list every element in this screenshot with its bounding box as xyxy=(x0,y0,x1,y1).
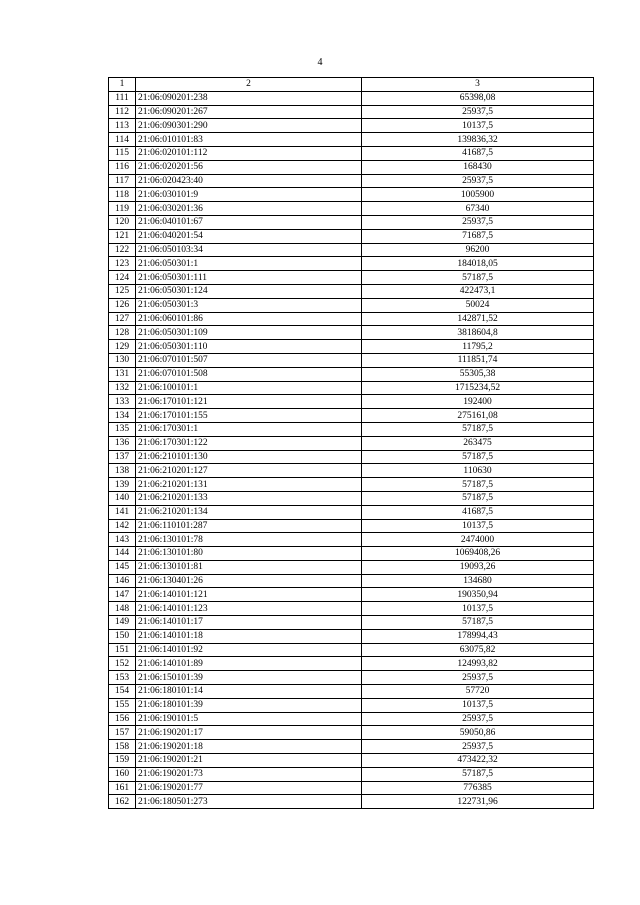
table-body xyxy=(109,78,594,809)
cadastral-value-cell: 41687,5 xyxy=(362,505,594,519)
row-number-cell: 121 xyxy=(109,229,136,243)
table-row xyxy=(109,519,594,533)
table-row xyxy=(109,560,594,574)
row-number-cell: 113 xyxy=(109,119,136,133)
cadastral-value-cell: 57187,5 xyxy=(362,767,594,781)
row-number-cell: 123 xyxy=(109,257,136,271)
row-number-cell: 128 xyxy=(109,326,136,340)
table-row xyxy=(109,767,594,781)
row-number-cell: 135 xyxy=(109,422,136,436)
cadastral-value-cell: 63075,82 xyxy=(362,643,594,657)
cadastral-value-cell: 67340 xyxy=(362,202,594,216)
row-number-cell: 132 xyxy=(109,381,136,395)
row-number-cell: 117 xyxy=(109,174,136,188)
cadastral-value-cell: 178994,43 xyxy=(362,629,594,643)
table-row xyxy=(109,547,594,561)
table-row xyxy=(109,312,594,326)
table-row xyxy=(109,105,594,119)
row-number-cell: 150 xyxy=(109,629,136,643)
row-number-cell: 143 xyxy=(109,533,136,547)
table-row xyxy=(109,119,594,133)
cadastral-value-cell: 57720 xyxy=(362,685,594,699)
table-row xyxy=(109,574,594,588)
cadastral-number-cell: 21:06:190201:77 xyxy=(136,781,362,795)
cadastral-value-cell: 263475 xyxy=(362,436,594,450)
row-number-cell: 137 xyxy=(109,450,136,464)
table-row xyxy=(109,464,594,478)
cadastral-value-cell: 124993,82 xyxy=(362,657,594,671)
cadastral-value-cell: 10137,5 xyxy=(362,602,594,616)
row-number-cell: 141 xyxy=(109,505,136,519)
table-row xyxy=(109,795,594,809)
table-row xyxy=(109,381,594,395)
cadastral-number-cell: 21:06:130101:81 xyxy=(136,560,362,574)
cadastral-value-cell: 25937,5 xyxy=(362,105,594,119)
table-row xyxy=(109,215,594,229)
table-row xyxy=(109,271,594,285)
table-row xyxy=(109,533,594,547)
table-row xyxy=(109,146,594,160)
row-number-cell: 131 xyxy=(109,367,136,381)
row-number-cell: 155 xyxy=(109,698,136,712)
cadastral-value-cell: 139836,32 xyxy=(362,133,594,147)
row-number-cell: 156 xyxy=(109,712,136,726)
table-row xyxy=(109,671,594,685)
cadastral-value-cell: 184018,05 xyxy=(362,257,594,271)
row-number-cell: 115 xyxy=(109,146,136,160)
table-row xyxy=(109,657,594,671)
row-number-cell: 151 xyxy=(109,643,136,657)
cadastral-value-cell: 25937,5 xyxy=(362,712,594,726)
cadastral-value-cell: 57187,5 xyxy=(362,491,594,505)
cadastral-number-cell: 21:06:210201:131 xyxy=(136,478,362,492)
table-row xyxy=(109,588,594,602)
header-col-3: 3 xyxy=(362,78,594,92)
cadastral-number-cell: 21:06:170101:121 xyxy=(136,395,362,409)
cadastral-number-cell: 21:06:190201:18 xyxy=(136,740,362,754)
table-row xyxy=(109,754,594,768)
header-col-2: 2 xyxy=(136,78,362,92)
cadastral-value-cell: 3818604,8 xyxy=(362,326,594,340)
row-number-cell: 116 xyxy=(109,160,136,174)
table-row xyxy=(109,698,594,712)
cadastral-number-cell: 21:06:100101:1 xyxy=(136,381,362,395)
cadastral-value-cell: 2474000 xyxy=(362,533,594,547)
cadastral-value-cell: 25937,5 xyxy=(362,740,594,754)
table-row xyxy=(109,133,594,147)
row-number-cell: 139 xyxy=(109,478,136,492)
table-row xyxy=(109,395,594,409)
cadastral-number-cell: 21:06:040101:67 xyxy=(136,215,362,229)
cadastral-number-cell: 21:06:010101:83 xyxy=(136,133,362,147)
table-row xyxy=(109,284,594,298)
cadastral-number-cell: 21:06:050301:111 xyxy=(136,271,362,285)
row-number-cell: 127 xyxy=(109,312,136,326)
row-number-cell: 112 xyxy=(109,105,136,119)
cadastral-value-cell: 168430 xyxy=(362,160,594,174)
cadastral-value-cell: 122731,96 xyxy=(362,795,594,809)
row-number-cell: 125 xyxy=(109,284,136,298)
cadastral-value-cell: 96200 xyxy=(362,243,594,257)
table-row xyxy=(109,450,594,464)
row-number-cell: 122 xyxy=(109,243,136,257)
cadastral-value-cell: 110630 xyxy=(362,464,594,478)
cadastral-number-cell: 21:06:210201:127 xyxy=(136,464,362,478)
cadastral-value-cell: 10137,5 xyxy=(362,119,594,133)
table-row xyxy=(109,726,594,740)
header-col-1: 1 xyxy=(109,78,136,92)
cadastral-value-cell: 19093,26 xyxy=(362,560,594,574)
cadastral-number-cell: 21:06:140101:123 xyxy=(136,602,362,616)
row-number-cell: 148 xyxy=(109,602,136,616)
table-row xyxy=(109,422,594,436)
row-number-cell: 118 xyxy=(109,188,136,202)
row-number-cell: 126 xyxy=(109,298,136,312)
row-number-cell: 144 xyxy=(109,547,136,561)
table-row xyxy=(109,629,594,643)
cadastral-value-cell: 111851,74 xyxy=(362,353,594,367)
cadastral-number-cell: 21:06:210201:134 xyxy=(136,505,362,519)
cadastral-number-cell: 21:06:170301:122 xyxy=(136,436,362,450)
cadastral-number-cell: 21:06:050301:124 xyxy=(136,284,362,298)
row-number-cell: 120 xyxy=(109,215,136,229)
cadastral-number-cell: 21:06:090201:238 xyxy=(136,91,362,105)
cadastral-value-cell: 57187,5 xyxy=(362,616,594,630)
row-number-cell: 153 xyxy=(109,671,136,685)
table-row xyxy=(109,478,594,492)
cadastral-value-cell: 65398,08 xyxy=(362,91,594,105)
row-number-cell: 154 xyxy=(109,685,136,699)
row-number-cell: 142 xyxy=(109,519,136,533)
table-row xyxy=(109,353,594,367)
cadastral-value-cell: 190350,94 xyxy=(362,588,594,602)
cadastral-number-cell: 21:06:140101:17 xyxy=(136,616,362,630)
cadastral-value-cell: 55305,38 xyxy=(362,367,594,381)
cadastral-number-cell: 21:06:190101:5 xyxy=(136,712,362,726)
table-row xyxy=(109,505,594,519)
table-row xyxy=(109,326,594,340)
table-header-row xyxy=(109,78,594,92)
cadastral-value-cell: 134680 xyxy=(362,574,594,588)
table-row xyxy=(109,602,594,616)
cadastral-number-cell: 21:06:020201:56 xyxy=(136,160,362,174)
cadastral-number-cell: 21:06:110101:287 xyxy=(136,519,362,533)
table-row xyxy=(109,188,594,202)
row-number-cell: 133 xyxy=(109,395,136,409)
table-row xyxy=(109,340,594,354)
table-row xyxy=(109,367,594,381)
row-number-cell: 129 xyxy=(109,340,136,354)
row-number-cell: 160 xyxy=(109,767,136,781)
cadastral-number-cell: 21:06:030101:9 xyxy=(136,188,362,202)
cadastral-number-cell: 21:06:020101:112 xyxy=(136,146,362,160)
cadastral-value-cell: 1005900 xyxy=(362,188,594,202)
cadastral-number-cell: 21:06:210201:133 xyxy=(136,491,362,505)
cadastral-number-cell: 21:06:090301:290 xyxy=(136,119,362,133)
cadastral-value-cell: 10137,5 xyxy=(362,698,594,712)
cadastral-number-cell: 21:06:090201:267 xyxy=(136,105,362,119)
cadastral-value-cell: 1069408,26 xyxy=(362,547,594,561)
cadastral-number-cell: 21:06:040201:54 xyxy=(136,229,362,243)
row-number-cell: 146 xyxy=(109,574,136,588)
cadastral-number-cell: 21:06:130401:26 xyxy=(136,574,362,588)
row-number-cell: 161 xyxy=(109,781,136,795)
cadastral-value-cell: 25937,5 xyxy=(362,671,594,685)
cadastral-value-cell: 142871,52 xyxy=(362,312,594,326)
row-number-cell: 149 xyxy=(109,616,136,630)
row-number-cell: 157 xyxy=(109,726,136,740)
row-number-cell: 138 xyxy=(109,464,136,478)
cadastral-value-cell: 57187,5 xyxy=(362,422,594,436)
cadastral-value-cell: 422473,1 xyxy=(362,284,594,298)
cadastral-number-cell: 21:06:180501:273 xyxy=(136,795,362,809)
row-number-cell: 162 xyxy=(109,795,136,809)
cadastral-value-cell: 1715234,52 xyxy=(362,381,594,395)
cadastral-number-cell: 21:06:180101:39 xyxy=(136,698,362,712)
cadastral-number-cell: 21:06:140101:92 xyxy=(136,643,362,657)
table-row xyxy=(109,229,594,243)
row-number-cell: 124 xyxy=(109,271,136,285)
cadastral-number-cell: 21:06:210101:130 xyxy=(136,450,362,464)
table-row xyxy=(109,740,594,754)
cadastral-number-cell: 21:06:130101:78 xyxy=(136,533,362,547)
cadastral-value-cell: 192400 xyxy=(362,395,594,409)
table-row xyxy=(109,202,594,216)
cadastral-number-cell: 21:06:170101:155 xyxy=(136,409,362,423)
cadastral-number-cell: 21:06:050301:3 xyxy=(136,298,362,312)
row-number-cell: 159 xyxy=(109,754,136,768)
cadastral-number-cell: 21:06:190201:73 xyxy=(136,767,362,781)
cadastral-number-cell: 21:06:050301:110 xyxy=(136,340,362,354)
cadastral-value-cell: 11795,2 xyxy=(362,340,594,354)
cadastral-value-cell: 71687,5 xyxy=(362,229,594,243)
table-row xyxy=(109,298,594,312)
cadastral-number-cell: 21:06:030201:36 xyxy=(136,202,362,216)
cadastral-value-cell: 59050,86 xyxy=(362,726,594,740)
table-row xyxy=(109,160,594,174)
table-row xyxy=(109,91,594,105)
table-row xyxy=(109,409,594,423)
cadastral-value-cell: 473422,32 xyxy=(362,754,594,768)
row-number-cell: 111 xyxy=(109,91,136,105)
cadastral-value-cell: 10137,5 xyxy=(362,519,594,533)
cadastral-number-cell: 21:06:190201:21 xyxy=(136,754,362,768)
table-row xyxy=(109,712,594,726)
table-row xyxy=(109,257,594,271)
page-number: 4 xyxy=(317,57,323,68)
table-row xyxy=(109,243,594,257)
cadastral-number-cell: 21:06:050301:109 xyxy=(136,326,362,340)
cadastral-number-cell: 21:06:070101:508 xyxy=(136,367,362,381)
cadastral-number-cell: 21:06:150101:39 xyxy=(136,671,362,685)
row-number-cell: 134 xyxy=(109,409,136,423)
cadastral-number-cell: 21:06:130101:80 xyxy=(136,547,362,561)
table-row xyxy=(109,643,594,657)
cadastral-number-cell: 21:06:020423:40 xyxy=(136,174,362,188)
cadastral-number-cell: 21:06:050103:34 xyxy=(136,243,362,257)
cadastral-number-cell: 21:06:140101:89 xyxy=(136,657,362,671)
cadastral-number-cell: 21:06:050301:1 xyxy=(136,257,362,271)
cadastral-number-cell: 21:06:140101:18 xyxy=(136,629,362,643)
row-number-cell: 152 xyxy=(109,657,136,671)
cadastral-value-cell: 25937,5 xyxy=(362,174,594,188)
cadastral-number-cell: 21:06:190201:17 xyxy=(136,726,362,740)
row-number-cell: 158 xyxy=(109,740,136,754)
row-number-cell: 136 xyxy=(109,436,136,450)
row-number-cell: 119 xyxy=(109,202,136,216)
row-number-cell: 114 xyxy=(109,133,136,147)
table-row xyxy=(109,174,594,188)
cadastral-value-cell: 50024 xyxy=(362,298,594,312)
cadastral-value-cell: 57187,5 xyxy=(362,450,594,464)
cadastral-number-cell: 21:06:140101:121 xyxy=(136,588,362,602)
cadastral-number-cell: 21:06:060101:86 xyxy=(136,312,362,326)
row-number-cell: 130 xyxy=(109,353,136,367)
row-number-cell: 147 xyxy=(109,588,136,602)
table-row xyxy=(109,685,594,699)
table-row xyxy=(109,491,594,505)
cadastral-value-cell: 275161,08 xyxy=(362,409,594,423)
cadastral-value-cell: 41687,5 xyxy=(362,146,594,160)
table-row xyxy=(109,436,594,450)
table-row xyxy=(109,616,594,630)
cadastral-value-cell: 25937,5 xyxy=(362,215,594,229)
row-number-cell: 140 xyxy=(109,491,136,505)
cadastral-number-cell: 21:06:070101:507 xyxy=(136,353,362,367)
cadastral-value-cell: 57187,5 xyxy=(362,478,594,492)
row-number-cell: 145 xyxy=(109,560,136,574)
table-row xyxy=(109,781,594,795)
cadastral-value-cell: 57187,5 xyxy=(362,271,594,285)
cadastral-value-table xyxy=(108,77,594,809)
cadastral-number-cell: 21:06:170301:1 xyxy=(136,422,362,436)
cadastral-value-cell: 776385 xyxy=(362,781,594,795)
cadastral-number-cell: 21:06:180101:14 xyxy=(136,685,362,699)
